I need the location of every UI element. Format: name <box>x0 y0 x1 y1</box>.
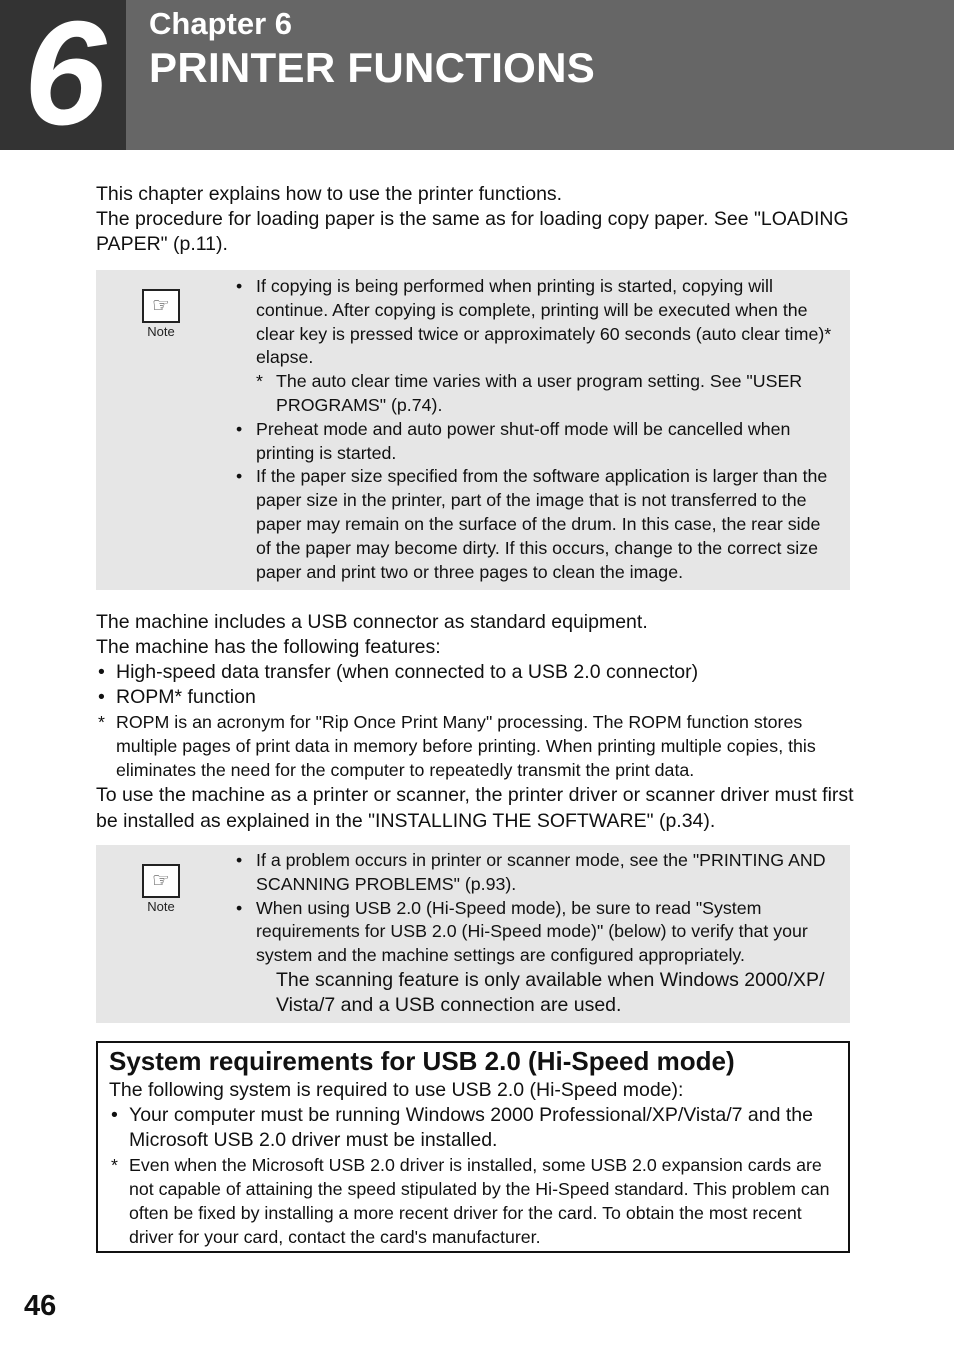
ropm-footnote: * ROPM is an acronym for "Rip Once Print Many" processing. The ROPM function stores multiple pages of print data in memory before printing. When printing multiple copies, this eliminates the need for the computer to repeatedly transmit the print data. <box>98 712 816 780</box>
usb-line: The machine includes a USB connector as standard equipment. <box>96 611 648 633</box>
pointing-hand-icon: ☞ <box>142 864 180 898</box>
system-requirements-box <box>96 1041 850 1253</box>
requirement-item: • Your computer must be running Windows 2000 Professional/XP/Vista/7 and the Microsoft USB 2.0 driver must be installed. <box>111 1104 813 1151</box>
install-text: To use the machine as a printer or scanner, the printer driver or scanner driver must first be installed as explained in the "INSTALLING THE SOFTWARE" (p.34). <box>96 784 854 832</box>
note-list <box>236 275 840 584</box>
pointing-hand-icon: ☞ <box>142 289 180 323</box>
intro-text <box>96 182 856 257</box>
note-item: • When using USB 2.0 (Hi-Speed mode), be sure to read "System requirements for USB 2.0 (Hi-Speed mode)" (below) to verify that your system and the machine settings are configured appropriately. <box>236 897 808 966</box>
page-number: 46 <box>24 1290 57 1322</box>
note-continuation: The scanning feature is only available when Windows 2000/XP/ Vista/7 and a USB connection are used. <box>276 968 825 1016</box>
chapter-number-block <box>0 0 126 156</box>
note-box <box>96 270 850 590</box>
note-subnote: * The auto clear time varies with a user program setting. See "USER PROGRAMS" (p.74). <box>256 371 803 415</box>
note-icon-block <box>140 864 182 915</box>
note-box <box>96 845 850 1023</box>
feature-item: • ROPM* function <box>98 686 256 708</box>
note-list <box>236 849 840 1018</box>
system-requirements-body <box>109 1078 840 1249</box>
note-label: Note <box>147 899 175 914</box>
note-item: • If the paper size specified from the software application is larger than the paper size in the printer, part of the image that is not transferred to the paper may remain on the surface of the drum. In this case, the rear side of the paper may become dirty. If this occurs, change to the correct size paper and print two or three pages to clean the image. <box>236 466 828 582</box>
chapter-number: 6 <box>23 0 103 156</box>
usb-line: The machine has the following features: <box>96 636 441 658</box>
usb-section <box>96 610 856 834</box>
intro-line: This chapter explains how to use the printer functions. <box>96 183 563 205</box>
requirement-footnote: * Even when the Microsoft USB 2.0 driver is installed, some USB 2.0 expansion cards are not capable of attaining the speed stipulated by the Hi-Speed standard. This problem can often be fixed by installing a more recent driver for the card. To obtain the most recent driver for your card, contact the card's manufacturer. <box>111 1155 830 1247</box>
note-item: • Preheat mode and auto power shut-off mode will be cancelled when printing is started. <box>236 418 791 463</box>
feature-item: • High-speed data transfer (when connected to a USB 2.0 connector) <box>98 661 699 683</box>
note-icon-block <box>140 289 182 340</box>
chapter-label: Chapter 6 <box>149 6 292 41</box>
system-requirements-title: System requirements for USB 2.0 (Hi-Speed mode) <box>109 1046 735 1076</box>
note-item: • If a problem occurs in printer or scanner mode, see the "PRINTING AND SCANNING PROBLEMS" (p.93). <box>236 850 826 894</box>
intro-line: The procedure for loading paper is the same as for loading copy paper. See "LOADING PAPER" (p.11). <box>96 208 849 255</box>
note-item: • If copying is being performed when printing is started, copying will continue. After copying is complete, printing will be executed when the clear key is pressed twice or approximately 60 seconds (auto clear time)* elapse. <box>236 276 832 368</box>
system-requirements-intro: The following system is required to use USB 2.0 (Hi-Speed mode): <box>109 1079 684 1101</box>
note-label: Note <box>147 324 175 339</box>
chapter-title: PRINTER FUNCTIONS <box>149 44 596 91</box>
